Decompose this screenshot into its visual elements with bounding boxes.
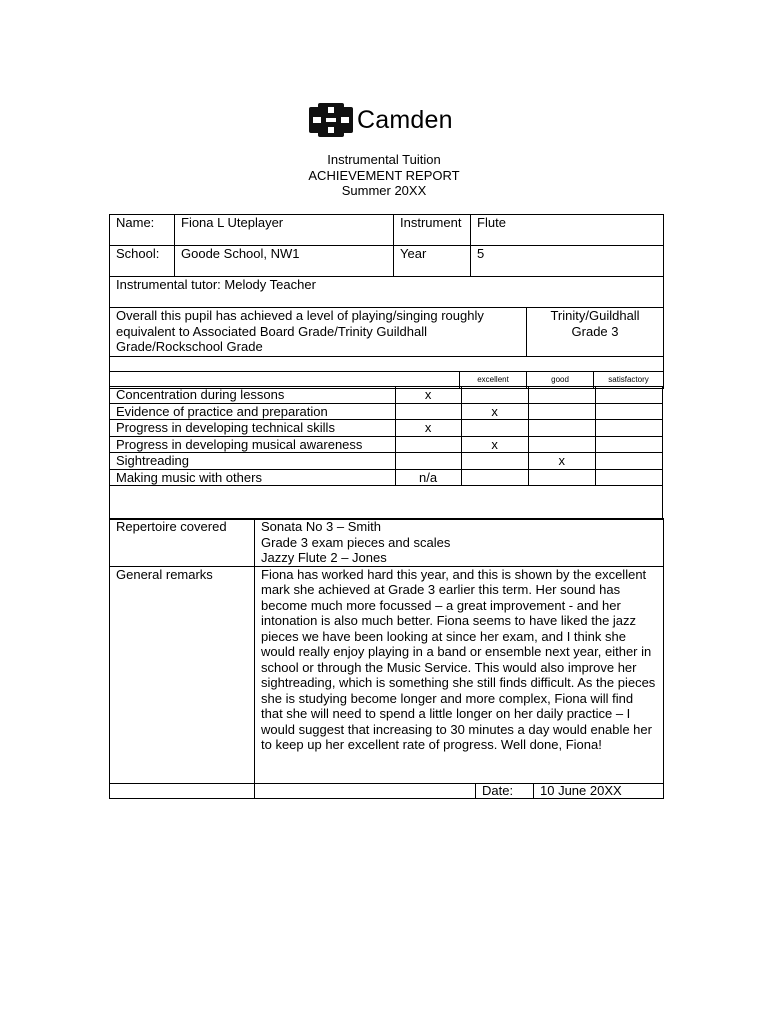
- column-excellent: excellent: [460, 372, 527, 389]
- mark-good: x: [461, 436, 528, 453]
- camden-logo-icon: [309, 103, 353, 137]
- date-label: Date:: [476, 783, 534, 798]
- ratings-table: [109, 386, 663, 520]
- mark-good: [461, 453, 528, 470]
- rating-row: [110, 387, 663, 404]
- camden-logo: [309, 103, 453, 137]
- mark-poor: [595, 469, 662, 486]
- mark-satisfactory: [528, 436, 595, 453]
- mark-satisfactory: [528, 420, 595, 437]
- rating-row: [110, 453, 663, 470]
- mark-satisfactory: [528, 387, 595, 404]
- report-grid: [109, 214, 664, 389]
- school-row: [110, 246, 664, 277]
- date-blank-1: [110, 783, 255, 798]
- mark-poor: [595, 403, 662, 420]
- date-row: [110, 783, 664, 798]
- grade-line1: Trinity/Guildhall: [550, 308, 640, 323]
- mark-satisfactory: [528, 403, 595, 420]
- mark-poor: [595, 453, 662, 470]
- mark-good: [461, 469, 528, 486]
- mark-poor: [595, 387, 662, 404]
- blank-cell: [110, 486, 663, 520]
- tutor-line: Instrumental tutor: Melody Teacher: [110, 277, 664, 308]
- grade-cell: [527, 308, 664, 357]
- remarks-label: General remarks: [110, 566, 255, 783]
- repertoire-row: [110, 519, 664, 567]
- mark-excellent: [395, 453, 461, 470]
- mark-good: [461, 387, 528, 404]
- repertoire-item: Sonata No 3 – Smith: [261, 519, 381, 534]
- year-label: Year: [394, 246, 471, 277]
- mark-poor: [595, 420, 662, 437]
- mark-poor: [595, 436, 662, 453]
- name-value: Fiona L Uteplayer: [175, 215, 394, 246]
- remarks-row: [110, 566, 664, 783]
- rating-row: [110, 403, 663, 420]
- school-value: Goode School, NW1: [175, 246, 394, 277]
- report-heading: [0, 152, 768, 199]
- year-value: 5: [471, 246, 664, 277]
- heading-line1: Instrumental Tuition: [327, 152, 441, 167]
- heading-line3: Summer 20XX: [341, 183, 427, 198]
- rating-row: [110, 436, 663, 453]
- instrument-value: Flute: [471, 215, 664, 246]
- rating-row: [110, 420, 663, 437]
- column-satisfactory: satisfactory: [594, 372, 664, 389]
- rating-label: Progress in developing technical skills: [110, 420, 396, 437]
- date-blank-2: [255, 783, 476, 798]
- spacer-cell: [110, 357, 664, 372]
- logo-text: Camden: [357, 105, 453, 134]
- rating-row: [110, 469, 663, 486]
- grade-line2: Grade 3: [571, 323, 619, 339]
- remarks-table: [109, 518, 664, 799]
- instrument-label: Instrument: [394, 215, 471, 246]
- name-label: Name:: [110, 215, 175, 246]
- mark-good: [461, 420, 528, 437]
- heading-line2: ACHIEVEMENT REPORT: [308, 167, 460, 183]
- level-statement: Overall this pupil has achieved a level of playing/singing roughly equivalent to Associated Board Grade/Trinity Guildhall Grade/Rockschool Grade: [110, 308, 527, 357]
- spacer-row: [110, 357, 664, 372]
- rating-label: Sightreading: [110, 453, 396, 470]
- rating-label: Making music with others: [110, 469, 396, 486]
- repertoire-list: [255, 519, 664, 567]
- date-value: 10 June 20XX: [534, 783, 664, 798]
- repertoire-label: Repertoire covered: [110, 519, 255, 567]
- level-row: [110, 308, 664, 357]
- rating-label: Progress in developing musical awareness: [110, 436, 396, 453]
- mark-good: x: [461, 403, 528, 420]
- mark-satisfactory: x: [528, 453, 595, 470]
- blank-row: [110, 486, 663, 520]
- tutor-row: [110, 277, 664, 308]
- mark-excellent: n/a: [395, 469, 461, 486]
- mark-excellent: [395, 403, 461, 420]
- mark-excellent: x: [395, 420, 461, 437]
- repertoire-item: Grade 3 exam pieces and scales: [261, 534, 451, 550]
- mark-excellent: [395, 436, 461, 453]
- school-label: School:: [110, 246, 175, 277]
- name-row: [110, 215, 664, 246]
- remarks-text: Fiona has worked hard this year, and this is shown by the excellent mark she achieved at Grade 3 earlier this term. Her sound has become much more focussed – a great improvement - and her intonation is also much better. Fiona seems to have liked the jazz pieces we have been looking at since her exam, and I think she would really enjoy playing in a band or ensemble next year, either in school or through the Music Service. This would also improve her sightreading, which is something she still finds difficult. As the pieces she is studying become longer and more complex, Fiona will find that she will need to spend a little longer on her daily practice – I would suggest that increasing to 30 minutes a day would enable her to keep up her excellent rate of progress. Well done, Fiona!: [255, 566, 664, 783]
- mark-satisfactory: [528, 469, 595, 486]
- rating-label: Evidence of practice and preparation: [110, 403, 396, 420]
- mark-excellent: x: [395, 387, 461, 404]
- repertoire-item: Jazzy Flute 2 – Jones: [261, 550, 387, 565]
- column-good: good: [527, 372, 594, 389]
- rating-label: Concentration during lessons: [110, 387, 396, 404]
